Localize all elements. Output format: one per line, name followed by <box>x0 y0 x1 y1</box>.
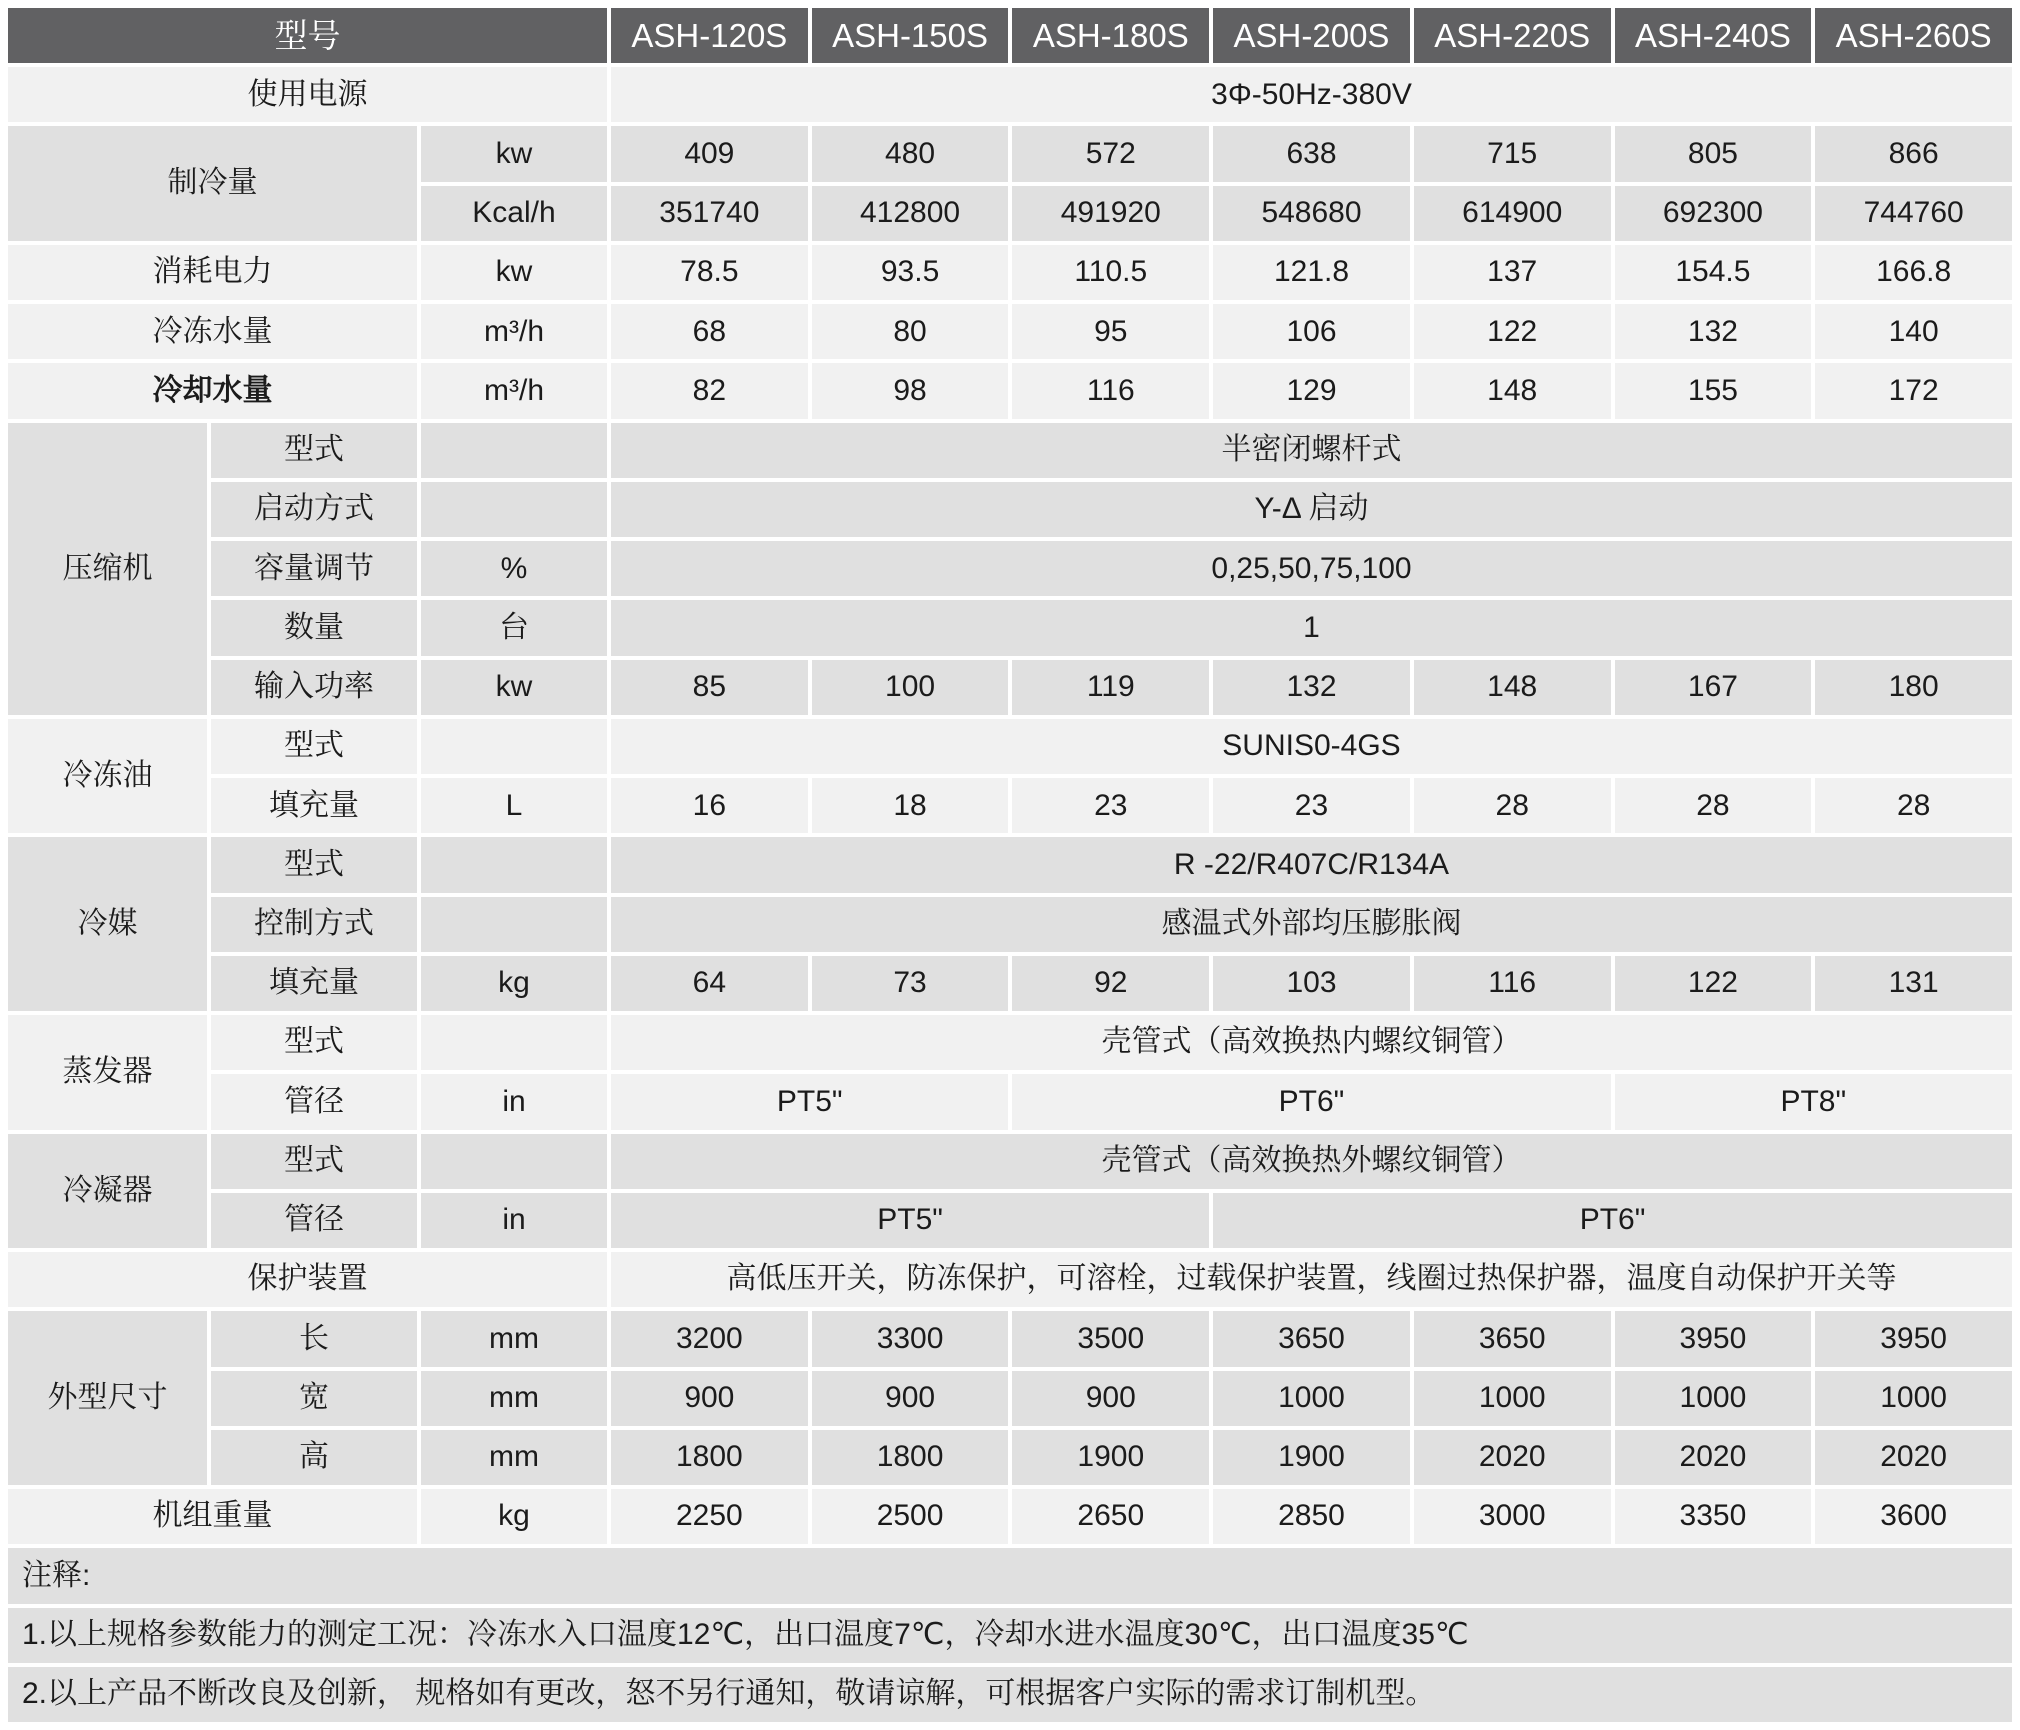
value-cell: 116 <box>1414 956 1611 1011</box>
unit-cell: L <box>421 778 607 833</box>
model-header: ASH-200S <box>1213 8 1410 63</box>
unit-cell: m³/h <box>421 363 607 418</box>
note-row: 2.以上产品不断改良及创新， 规格如有更改，怒不另行通知，敬请谅解，可根据客户实际的需求订制机型。 <box>8 1667 2012 1722</box>
merged-value: 感温式外部均压膨胀阀 <box>611 897 2012 952</box>
value-cell: 491920 <box>1012 186 1209 241</box>
value-cell: 93.5 <box>812 245 1009 300</box>
merged-value: 半密闭螺杆式 <box>611 423 2012 478</box>
unit-cell: kg <box>421 956 607 1011</box>
unit-cell: kw <box>421 245 607 300</box>
value-cell: 80 <box>812 304 1009 359</box>
value-cell: 119 <box>1012 660 1209 715</box>
value-cell: 28 <box>1815 778 2012 833</box>
merged-value: 0,25,50,75,100 <box>611 541 2012 596</box>
model-header: ASH-180S <box>1012 8 1209 63</box>
row-label: 冷却水量 <box>8 363 417 418</box>
value-cell: 351740 <box>611 186 808 241</box>
span-value: PT5" <box>611 1193 1209 1248</box>
row-label: 型式 <box>211 1015 417 1070</box>
value-cell: 412800 <box>812 186 1009 241</box>
value-cell: 409 <box>611 126 808 181</box>
value-cell: 121.8 <box>1213 245 1410 300</box>
unit-cell: m³/h <box>421 304 607 359</box>
value-cell: 64 <box>611 956 808 1011</box>
value-cell: 23 <box>1213 778 1410 833</box>
row-label: 型式 <box>211 719 417 774</box>
value-cell: 137 <box>1414 245 1611 300</box>
value-cell: 73 <box>812 956 1009 1011</box>
value-cell: 3350 <box>1615 1489 1812 1544</box>
model-header: ASH-150S <box>812 8 1009 63</box>
value-cell: 744760 <box>1815 186 2012 241</box>
unit-cell-empty <box>421 1134 607 1189</box>
value-cell: 100 <box>812 660 1009 715</box>
spec-table <box>8 8 2012 1722</box>
value-cell: 167 <box>1615 660 1812 715</box>
value-cell: 2650 <box>1012 1489 1209 1544</box>
value-cell: 1900 <box>1213 1430 1410 1485</box>
value-cell: 715 <box>1414 126 1611 181</box>
value-cell: 148 <box>1414 363 1611 418</box>
value-cell: 900 <box>611 1371 808 1426</box>
merged-value: R -22/R407C/R134A <box>611 837 2012 892</box>
value-cell: 2500 <box>812 1489 1009 1544</box>
value-cell: 3300 <box>812 1311 1009 1366</box>
row-label: 保护装置 <box>8 1252 607 1307</box>
value-cell: 180 <box>1815 660 2012 715</box>
unit-cell: kg <box>421 1489 607 1544</box>
row-label: 高 <box>211 1430 417 1485</box>
value-cell: 106 <box>1213 304 1410 359</box>
section-label: 制冷量 <box>8 126 417 240</box>
unit-cell: mm <box>421 1311 607 1366</box>
value-cell: 1800 <box>611 1430 808 1485</box>
span-value: PT5" <box>611 1074 1008 1129</box>
value-cell: 866 <box>1815 126 2012 181</box>
merged-value: SUNIS0-4GS <box>611 719 2012 774</box>
unit-cell: Kcal/h <box>421 186 607 241</box>
row-label: 容量调节 <box>211 541 417 596</box>
value-cell: 132 <box>1213 660 1410 715</box>
unit-cell-empty <box>421 897 607 952</box>
value-cell: 23 <box>1012 778 1209 833</box>
row-label: 管径 <box>211 1074 417 1129</box>
section-label: 冷冻油 <box>8 719 207 833</box>
value-cell: 1900 <box>1012 1430 1209 1485</box>
section-label: 外型尺寸 <box>8 1311 207 1485</box>
value-cell: 1000 <box>1213 1371 1410 1426</box>
value-cell: 92 <box>1012 956 1209 1011</box>
unit-cell: 台 <box>421 600 607 655</box>
row-label: 输入功率 <box>211 660 417 715</box>
merged-value: 壳管式（高效换热内螺纹铜管） <box>611 1015 2012 1070</box>
value-cell: 148 <box>1414 660 1611 715</box>
unit-cell-empty <box>421 837 607 892</box>
value-cell: 614900 <box>1414 186 1611 241</box>
row-label: 宽 <box>211 1371 417 1426</box>
value-cell: 2020 <box>1615 1430 1812 1485</box>
unit-cell: in <box>421 1193 607 1248</box>
value-cell: 1000 <box>1815 1371 2012 1426</box>
merged-value: 3Φ-50Hz-380V <box>611 67 2012 122</box>
unit-cell-empty <box>421 482 607 537</box>
merged-value: 1 <box>611 600 2012 655</box>
value-cell: 122 <box>1615 956 1812 1011</box>
value-cell: 166.8 <box>1815 245 2012 300</box>
row-label: 机组重量 <box>8 1489 417 1544</box>
value-cell: 900 <box>1012 1371 1209 1426</box>
value-cell: 3200 <box>611 1311 808 1366</box>
value-cell: 155 <box>1615 363 1812 418</box>
value-cell: 68 <box>611 304 808 359</box>
value-cell: 2020 <box>1815 1430 2012 1485</box>
value-cell: 129 <box>1213 363 1410 418</box>
section-label: 冷凝器 <box>8 1134 207 1248</box>
row-label: 填充量 <box>211 778 417 833</box>
value-cell: 78.5 <box>611 245 808 300</box>
row-label: 数量 <box>211 600 417 655</box>
value-cell: 154.5 <box>1615 245 1812 300</box>
row-label: 填充量 <box>211 956 417 1011</box>
value-cell: 116 <box>1012 363 1209 418</box>
value-cell: 140 <box>1815 304 2012 359</box>
span-value: PT8" <box>1615 1074 2012 1129</box>
unit-cell: in <box>421 1074 607 1129</box>
unit-cell: % <box>421 541 607 596</box>
unit-cell-empty <box>421 423 607 478</box>
value-cell: 2250 <box>611 1489 808 1544</box>
row-label: 控制方式 <box>211 897 417 952</box>
value-cell: 3650 <box>1414 1311 1611 1366</box>
value-cell: 572 <box>1012 126 1209 181</box>
value-cell: 3500 <box>1012 1311 1209 1366</box>
value-cell: 805 <box>1615 126 1812 181</box>
value-cell: 900 <box>812 1371 1009 1426</box>
row-label: 长 <box>211 1311 417 1366</box>
row-label: 型式 <box>211 423 417 478</box>
value-cell: 122 <box>1414 304 1611 359</box>
row-label: 型式 <box>211 837 417 892</box>
unit-cell-empty <box>421 1015 607 1070</box>
value-cell: 131 <box>1815 956 2012 1011</box>
value-cell: 1000 <box>1414 1371 1611 1426</box>
section-label: 蒸发器 <box>8 1015 207 1129</box>
unit-cell: kw <box>421 126 607 181</box>
value-cell: 16 <box>611 778 808 833</box>
merged-value: 高低压开关，防冻保护，可溶栓，过载保护装置，线圈过热保护器，温度自动保护开关等 <box>611 1252 2012 1307</box>
model-header: ASH-220S <box>1414 8 1611 63</box>
section-label: 压缩机 <box>8 423 207 715</box>
unit-cell: kw <box>421 660 607 715</box>
value-cell: 2850 <box>1213 1489 1410 1544</box>
value-cell: 85 <box>611 660 808 715</box>
corner-header: 型号 <box>8 8 607 63</box>
value-cell: 82 <box>611 363 808 418</box>
row-label: 消耗电力 <box>8 245 417 300</box>
model-header: ASH-260S <box>1815 8 2012 63</box>
row-label: 冷冻水量 <box>8 304 417 359</box>
row-label: 型式 <box>211 1134 417 1189</box>
model-header: ASH-240S <box>1615 8 1812 63</box>
section-label: 冷媒 <box>8 837 207 1011</box>
value-cell: 548680 <box>1213 186 1410 241</box>
value-cell: 3600 <box>1815 1489 2012 1544</box>
value-cell: 110.5 <box>1012 245 1209 300</box>
value-cell: 1000 <box>1615 1371 1812 1426</box>
value-cell: 692300 <box>1615 186 1812 241</box>
row-label: 使用电源 <box>8 67 607 122</box>
span-value: PT6" <box>1012 1074 1610 1129</box>
unit-cell: mm <box>421 1371 607 1426</box>
span-value: PT6" <box>1213 1193 2012 1248</box>
value-cell: 3950 <box>1815 1311 2012 1366</box>
notes-title: 注释: <box>8 1548 2012 1603</box>
value-cell: 95 <box>1012 304 1209 359</box>
value-cell: 172 <box>1815 363 2012 418</box>
unit-cell-empty <box>421 719 607 774</box>
merged-value: Y-Δ 启动 <box>611 482 2012 537</box>
value-cell: 638 <box>1213 126 1410 181</box>
value-cell: 103 <box>1213 956 1410 1011</box>
value-cell: 132 <box>1615 304 1812 359</box>
value-cell: 28 <box>1414 778 1611 833</box>
value-cell: 2020 <box>1414 1430 1611 1485</box>
value-cell: 18 <box>812 778 1009 833</box>
row-label: 启动方式 <box>211 482 417 537</box>
note-row: 1.以上规格参数能力的测定工况：冷冻水入口温度12℃，出口温度7℃，冷却水进水温度30℃，出口温度35℃ <box>8 1608 2012 1663</box>
value-cell: 28 <box>1615 778 1812 833</box>
value-cell: 480 <box>812 126 1009 181</box>
merged-value: 壳管式（高效换热外螺纹铜管） <box>611 1134 2012 1189</box>
value-cell: 3950 <box>1615 1311 1812 1366</box>
value-cell: 1800 <box>812 1430 1009 1485</box>
row-label: 管径 <box>211 1193 417 1248</box>
value-cell: 3000 <box>1414 1489 1611 1544</box>
unit-cell: mm <box>421 1430 607 1485</box>
value-cell: 3650 <box>1213 1311 1410 1366</box>
value-cell: 98 <box>812 363 1009 418</box>
model-header: ASH-120S <box>611 8 808 63</box>
